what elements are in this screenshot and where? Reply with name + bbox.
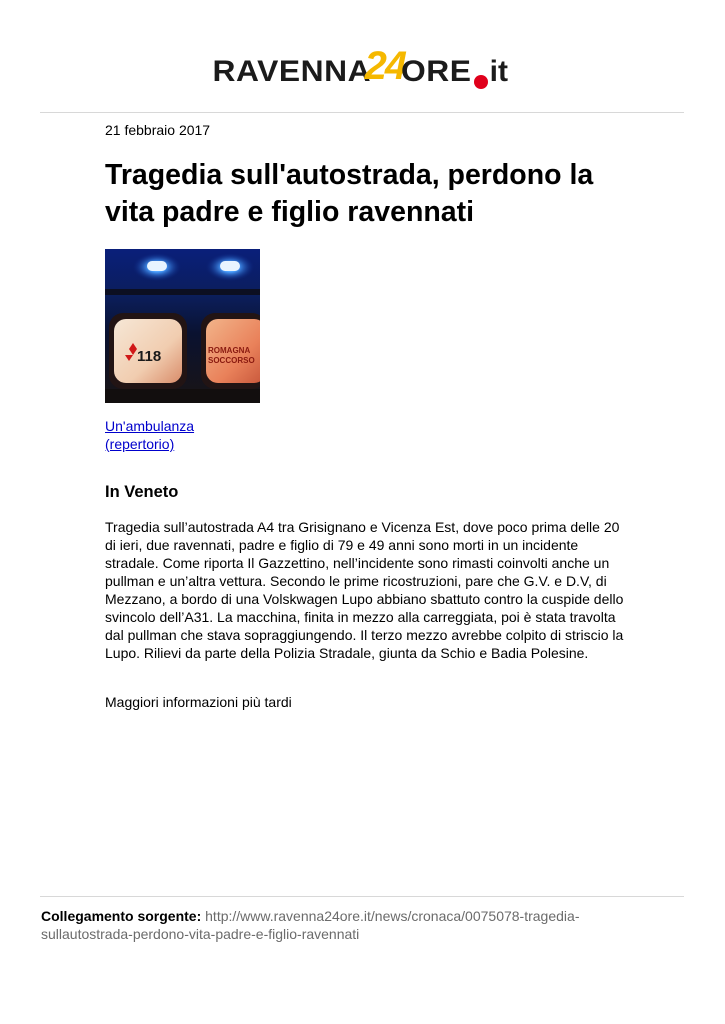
ambulance-photo-image (105, 249, 260, 403)
photo-label-soccorso: SOCCORSO (208, 356, 255, 365)
logo-word-ravenna: RAVENNA (212, 55, 372, 88)
source-label: Collegamento sorgente: (41, 908, 202, 924)
article-date: 21 febbraio 2017 (105, 122, 211, 138)
article-title: Tragedia sull'autostrada, perdono la vita padre e figlio ravennati (105, 159, 594, 228)
photo-label-118: 118 (137, 348, 162, 365)
footer-divider (40, 896, 684, 897)
logo-tld: it (489, 55, 508, 88)
logo-word-ore: ORE (401, 55, 472, 88)
logo-dot (474, 75, 488, 89)
header-divider (40, 112, 684, 113)
site-logo[interactable] (0, 44, 725, 100)
article-body: Tragedia sull’autostrada A4 tra Grisignano e Vicenza Est, dove poco prima delle 20 di ieri, due ravennati, padre e figlio di 79 e 49 anni sono morti in un incidente stradale. Come riporta Il Gazzettino, nell’incidente sono rimasti coinvolti anche un pullman e un’altra vettura. Secondo le prime ricostruzioni, pare che G.V. e D.V, di Mezzano, a bordo di una Volskwagen Lupo abbiano sbattuto contro la cuspide dello svincolo dell’A31. La macchina, finita in mezzo alla carreggiata, poi è stata travolta dal pullman che stava sopraggiungendo. Il terzo mezzo avrebbe colpito di striscio la Lupo. Rilievi da parte della Polizia Stradale, giunta da Schio e Badia Polesine. (105, 519, 624, 661)
photo-caption-link[interactable] (105, 417, 265, 453)
photo-label-romagna: ROMAGNA (208, 346, 251, 355)
article-closing: Maggiori informazioni più tardi (105, 694, 292, 710)
article-subheading: In Veneto (105, 483, 179, 501)
source-url-link[interactable]: http://www.ravenna24ore.it/news/cronaca/0075078-tragedia-sullautostrada-perdono-vita-padre-e-figlio-ravennati (41, 908, 580, 942)
logo-number: 24 (364, 44, 406, 88)
article-photo (105, 249, 260, 403)
photo-caption-line1: Un'ambulanza (105, 418, 195, 434)
photo-caption-line2: (repertorio) (105, 436, 175, 452)
source-link-block (41, 907, 641, 943)
